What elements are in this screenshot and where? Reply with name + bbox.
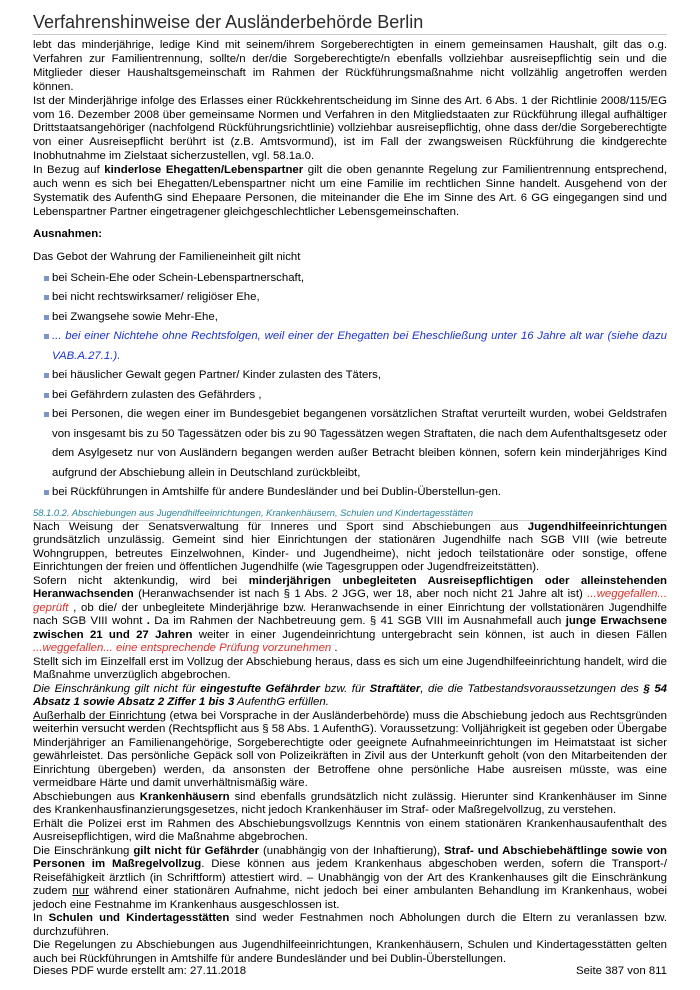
- paragraph: Stellt sich im Einzelfall erst im Vollzug der Abschiebung heraus, dass es sich um eine Jugendhilfeeinrichtung handelt, wird die Maßnahme unverzüglich abgebrochen.: [33, 655, 667, 682]
- paragraph: lebt das minderjährige, ledige Kind mit seinem/ihrem Sorgeberechtigten in einem gemeinsamen Haushalt, gilt das o.g. Verfahren zur Familientrennung, sollte/n der/die Sorgeberechtigte/n ebenfalls vollziehbar ausreisepflichtig sein und die Mitglieder dieser Haushaltsgemeinschaft im Rahmen der Rückführungsmaßnahme nicht vollzählig angetroffen werden können.: [33, 39, 667, 93]
- list-item: bei Schein-Ehe oder Schein-Lebenspartnerschaft,: [33, 269, 667, 289]
- section-body: [33, 521, 667, 967]
- list-item: ... bei einer Nichtehe ohne Rechtsfolgen, weil einer der Ehegatten bei Eheschließung unter 16 Jahre alt war (siehe dazu VAB.A.27.1.).: [33, 327, 667, 366]
- bullet-square-icon: [44, 334, 49, 339]
- bullet-square-icon: [44, 276, 49, 281]
- list-item: bei nicht rechtswirksamer/ religiöser Ehe,: [33, 288, 667, 308]
- exceptions-intro: Das Gebot der Wahrung der Familieneinheit gilt nicht: [33, 250, 301, 263]
- bullet-square-icon: [44, 315, 49, 320]
- list-item: bei Zwangsehe sowie Mehr-Ehe,: [33, 308, 667, 328]
- section-heading-ausnahmen: Ausnahmen:: [33, 227, 102, 240]
- paragraph: Die Regelungen zu Abschiebungen aus Jugendhilfeeinrichtungen, Krankenhäusern, Schulen und Kindertagesstätten gelten auch bei Rückführungen in Amtshilfe für andere Bundesländer und bei Dublin-Überstellungen.: [33, 939, 667, 965]
- list-item: bei häuslicher Gewalt gegen Partner/ Kinder zulasten des Täters,: [33, 366, 667, 386]
- page-header: [33, 12, 667, 35]
- paragraph: In Bezug auf kinderlose Ehegatten/Lebenspartner gilt die oben genannte Regelung zur Familientrennung entsprechend, auch wenn es sich bei Ehegatten/Lebenspartner nicht um eine Familie im rechtlichen Sinne handelt. Ausgehend von der Systematik des AufenthG sind Ehepaare Personen, die miteinander die Ehe im Sinne des Art. 6 GG eingegangen sind und Lebenspartner Partner eingetragener gleichgeschlechtlicher Lebensgemeinschaften.: [33, 164, 667, 218]
- bullet-square-icon: [44, 490, 49, 495]
- created-date: Dieses PDF wurde erstellt am: 27.11.2018: [33, 965, 247, 977]
- paragraph: Sofern nicht aktenkundig, wird bei minderjährigen unbegleiteten Ausreisepflichtigen oder alleinstehenden Heranwachsenden (Heranwachsender ist nach § 1 Abs. 2 JGG, wer 18, aber noch nicht 21 Jahre alt ist) ...weggefallen... geprüft , ob die/ der unbegleitete Minderjährige bzw. Heranwachsende in einer Einrichtung der vollstationären Jugendhilfe nach SGB VIII wohnt . Da im Rahmen der Nachbetreuung gem. § 41 SGB VIII im Ausnahmefall auch junge Erwachsene zwischen 21 und 27 Jahren weiter in einer Jugendeinrichtung untergebracht sein können, ist auch in diesen Fällen ...weggefallen... eine entsprechende Prüfung vorzunehmen .: [33, 574, 667, 655]
- bullet-square-icon: [44, 412, 49, 417]
- document-body: [33, 39, 667, 966]
- paragraph: Außerhalb der Einrichtung (etwa bei Vorsprache in der Ausländerbehörde) muss die Abschiebung jedoch aus Rechtsgründen weiterhin versucht werden (Rechtspflicht aus § 58 Abs. 1 AufenthG). Voraussetzung: Volljährigkeit ist gegeben oder Übergabe Minderjähriger an Familienangehörige, Sorgeberechtigte oder geeignete Aufnahmeeinrichtungen im Heimatstaat ist sicher gewährleistet. Das persönliche Gepäck soll von Polizeikräften in Zivil aus der Unterkunft geholt (von den Mitarbeitenden der Einrichtung übergeben) werden, da ansonsten der Betroffene ohne persönliche Habe ausreisen müsste, was eine vermeidbare Härte und damit unverhältnismäßig wäre.: [33, 709, 667, 790]
- section-subtitle: 58.1.0.2. Abschiebungen aus Jugendhilfeeinrichtungen, Krankenhäusern, Schulen und Kindertagesstätten: [33, 507, 667, 521]
- bullet-square-icon: [44, 295, 49, 300]
- paragraph: Die Einschränkung gilt nicht für eingestufte Gefährder bzw. für Straftäter, die die Tatbestandsvoraussetzungen des § 54 Absatz 1 sowie Absatz 2 Ziffer 1 bis 3 AufenthG erfüllen.: [33, 682, 667, 709]
- bullet-square-icon: [44, 373, 49, 378]
- list-item: bei Gefährdern zulasten des Gefährders ,: [33, 386, 667, 406]
- paragraph: Erhält die Polizei erst im Rahmen des Abschiebungsvollzugs Kenntnis von einem stationären Krankenhausaufenthalt des Ausreisepflichtigen, wird die Maßnahme abgebrochen.: [33, 817, 667, 844]
- paragraph: In Schulen und Kindertagesstätten sind weder Festnahmen noch Abholungen durch die Eltern zu veranlassen bzw. durchzuführen.: [33, 912, 667, 938]
- paragraph: Die Einschränkung gilt nicht für Gefährder (unabhängig von der Inhaftierung), Straf- und Abschiebehäftlinge sowie von Personen im Maßregelvollzug. Diese können aus jedem Krankenhaus abgeschoben werden, sofern die Transport-/ Reisefähigkeit ärztlich (in Schriftform) attestiert wird. – Unabhängig von der Art des Krankenhauses gilt die Einschränkung zudem nur während einer stationären Aufnahme, nicht jedoch bei einer ambulanten Behandlung im Krankenhaus, wobei jedoch eine Festnahme im Krankenhaus ausgeschlossen ist.: [33, 844, 667, 911]
- list-item: bei Rückführungen in Amtshilfe für andere Bundesländer und bei Dublin-Überstellun-gen.: [33, 483, 667, 503]
- paragraph: Ist der Minderjährige infolge des Erlasses einer Rückkehrentscheidung im Sinne des Art. 6 Abs. 1 der Richtlinie 2008/115/EG vom 16. Dezember 2008 über gemeinsame Normen und Verfahren in den Mitgliedstaaten zur Rückführung illegal aufhältiger Drittstaatsangehöriger (nachfolgend Rückführungsrichtlinie) vollziehbar ausreisepflichtig, ohne dass der/die Sorgeberechtigte von einer Ausreisepflicht berührt ist (z.B. Amtsvormund), ist im Fall der zwangsweisen Rückführung die kindgerechte Inobhutnahme im Zielstaat sicherzustellen, vgl. 58.1a.0.: [33, 94, 667, 163]
- list-item: bei Personen, die wegen einer im Bundesgebiet begangenen vorsätzlichen Straftat verurteilt wurden, wobei Geldstrafen von insgesamt bis zu 50 Tagessätzen oder bis zu 90 Tagessätzen wegen Straftaten, die nach dem Aufenthaltsgesetz oder dem Asylgesetz nur von Ausländern begangen werden außer Betracht bleiben können, sofern kein minderjähriges Kind aufgrund der Abschiebung allein in Deutschland zurückbleibt,: [33, 405, 667, 483]
- page-title: Verfahrenshinweise der Ausländerbehörde Berlin: [33, 12, 424, 32]
- exceptions-list: [33, 269, 667, 503]
- bullet-square-icon: [44, 393, 49, 398]
- paragraph: Abschiebungen aus Krankenhäusern sind ebenfalls grundsätzlich nicht zulässig. Hierunter sind Krankenhäuser im Sinne des Krankenhausfinanzierungsgesetzes, nicht jedoch Krankenhäuser im Straf- oder Maßregelvollzug, zu verstehen.: [33, 790, 667, 817]
- paragraph: Nach Weisung der Senatsverwaltung für Inneres und Sport sind Abschiebungen aus Jugendhilfeeinrichtungen grundsätzlich unzulässig. Gemeint sind hier Einrichtungen der stationären Jugendhilfe nach SGB VIII (wie betreute Wohngruppen, betreutes Einzelwohnen, Kinder- und Jugendheime), nicht jedoch teilstationäre oder sonstige, offene Einrichtungen der freien und öffentlichen Jugendhilfe (wie Tagesgruppen oder Jugendfreizeitstätten).: [33, 520, 667, 574]
- page-number: Seite 387 von 811: [576, 965, 667, 977]
